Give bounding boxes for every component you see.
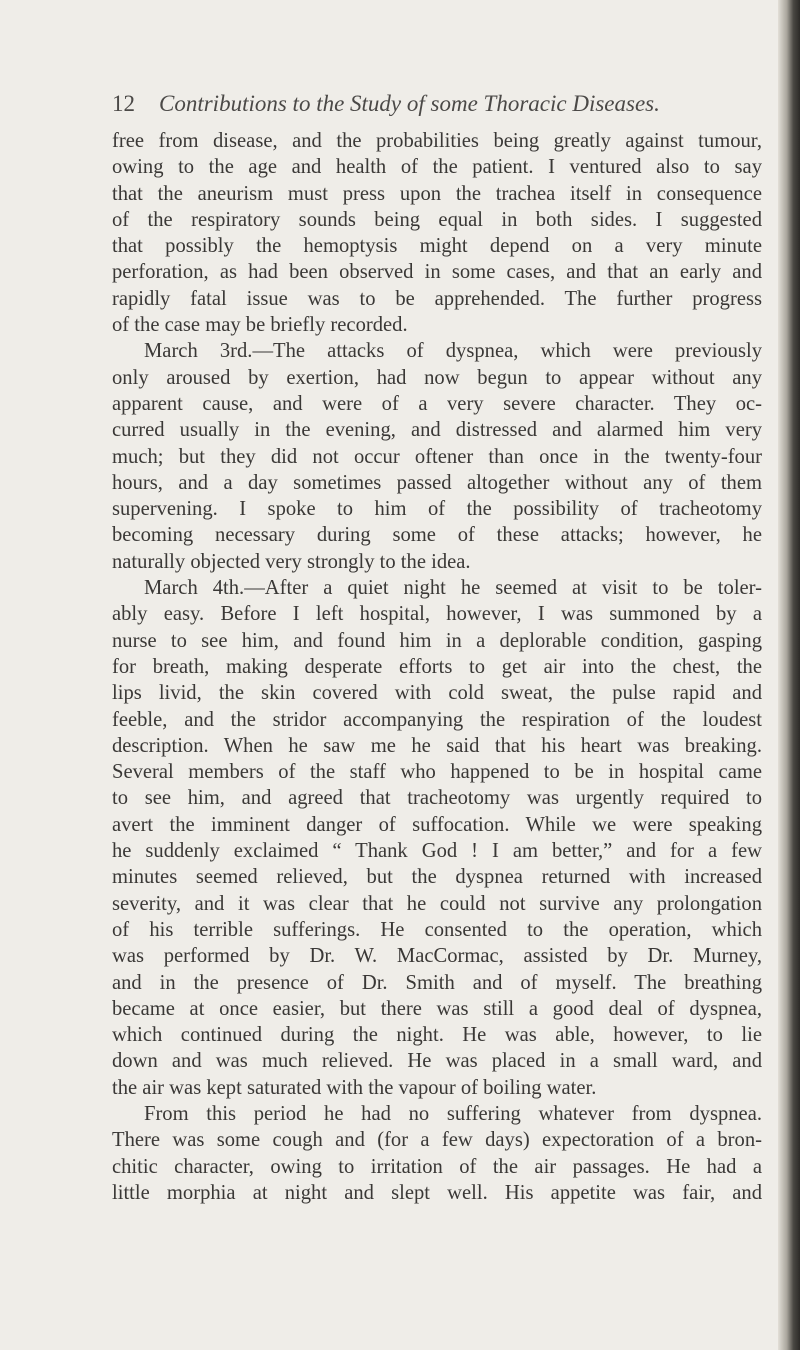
page-edge [778, 0, 800, 1350]
text-line: and in the presence of Dr. Smith and of myself. The breathing [112, 971, 762, 994]
text-line: apparent cause, and were of a very severe character. They oc- [112, 392, 762, 415]
text-line: owing to the age and health of the patient. I ventured also to say [112, 156, 762, 179]
text-line: became at once easier, but there was still a good deal of dyspnea, [112, 997, 762, 1020]
text-line: chitic character, owing to irritation of the air passages. He had a [112, 1155, 762, 1178]
text-line: only aroused by exertion, had now begun to appear without any [112, 366, 762, 389]
text-line: lips livid, the skin covered with cold sweat, the pulse rapid and [112, 682, 762, 705]
text-line: March 3rd.—The attacks of dyspnea, which were previously [144, 340, 762, 363]
text-line: for breath, making desperate efforts to get air into the chest, the [112, 655, 762, 678]
text-line: There was some cough and (for a few days) expectoration of a bron- [112, 1129, 762, 1152]
text-line: curred usually in the evening, and distressed and alarmed him very [112, 419, 762, 442]
text-line: that the aneurism must press upon the trachea itself in consequence [112, 182, 762, 205]
text-line: the air was kept saturated with the vapour of boiling water. [112, 1076, 597, 1099]
text-line: of the case may be briefly recorded. [112, 314, 408, 337]
text-line: naturally objected very strongly to the idea. [112, 550, 471, 573]
text-line: perforation, as had been observed in some cases, and that an early and [112, 261, 762, 284]
text-line: feeble, and the stridor accompanying the respiration of the loudest [112, 708, 762, 731]
text-line: ably easy. Before I left hospital, however, I was summoned by a [112, 603, 762, 626]
text-line: March 4th.—After a quiet night he seemed at visit to be toler- [144, 577, 762, 600]
text-line: which continued during the night. He was able, however, to lie [112, 1024, 762, 1047]
text-line: From this period he had no suffering whatever from dyspnea. [144, 1102, 762, 1125]
text-line: he suddenly exclaimed “ Thank God ! I am better,” and for a few [112, 840, 762, 863]
text-line: free from disease, and the probabilities being greatly against tumour, [112, 130, 762, 152]
text-line: down and was much relieved. He was placed in a small ward, and [112, 1050, 762, 1073]
text-line: supervening. I spoke to him of the possibility of tracheotomy [112, 498, 762, 521]
text-line: minutes seemed relieved, but the dyspnea returned with increased [112, 866, 762, 889]
text-line: rapidly fatal issue was to be apprehended. The further progress [112, 287, 762, 310]
text-line: Several members of the staff who happened to be in hospital came [112, 761, 762, 784]
page-header [112, 84, 752, 124]
text-line: nurse to see him, and found him in a deplorable condition, gasping [112, 629, 762, 652]
text-line: becoming necessary during some of these attacks; however, he [112, 524, 762, 547]
running-title: Contributions to the Study of some Thoracic Diseases. [159, 91, 660, 116]
text-line: severity, and it was clear that he could not survive any prolongation [112, 892, 762, 915]
text-line: hours, and a day sometimes passed altogether without any of them [112, 471, 762, 494]
text-line: to see him, and agreed that tracheotomy was urgently required to [112, 787, 762, 810]
text-line: of his terrible sufferings. He consented to the operation, which [112, 918, 762, 941]
text-line: avert the imminent danger of suffocation. While we were speaking [112, 813, 762, 836]
text-line: little morphia at night and slept well. His appetite was fair, and [112, 1181, 762, 1204]
text-line: was performed by Dr. W. MacCormac, assisted by Dr. Murney, [112, 945, 762, 968]
text-line: of the respiratory sounds being equal in both sides. I suggested [112, 208, 762, 231]
text-line: that possibly the hemoptysis might depend on a very minute [112, 235, 762, 258]
body-text [112, 128, 762, 1206]
text-line: description. When he saw me he said that his heart was breaking. [112, 734, 762, 757]
page-number: 12 [112, 91, 135, 116]
text-line: much; but they did not occur oftener than once in the twenty-four [112, 445, 762, 468]
